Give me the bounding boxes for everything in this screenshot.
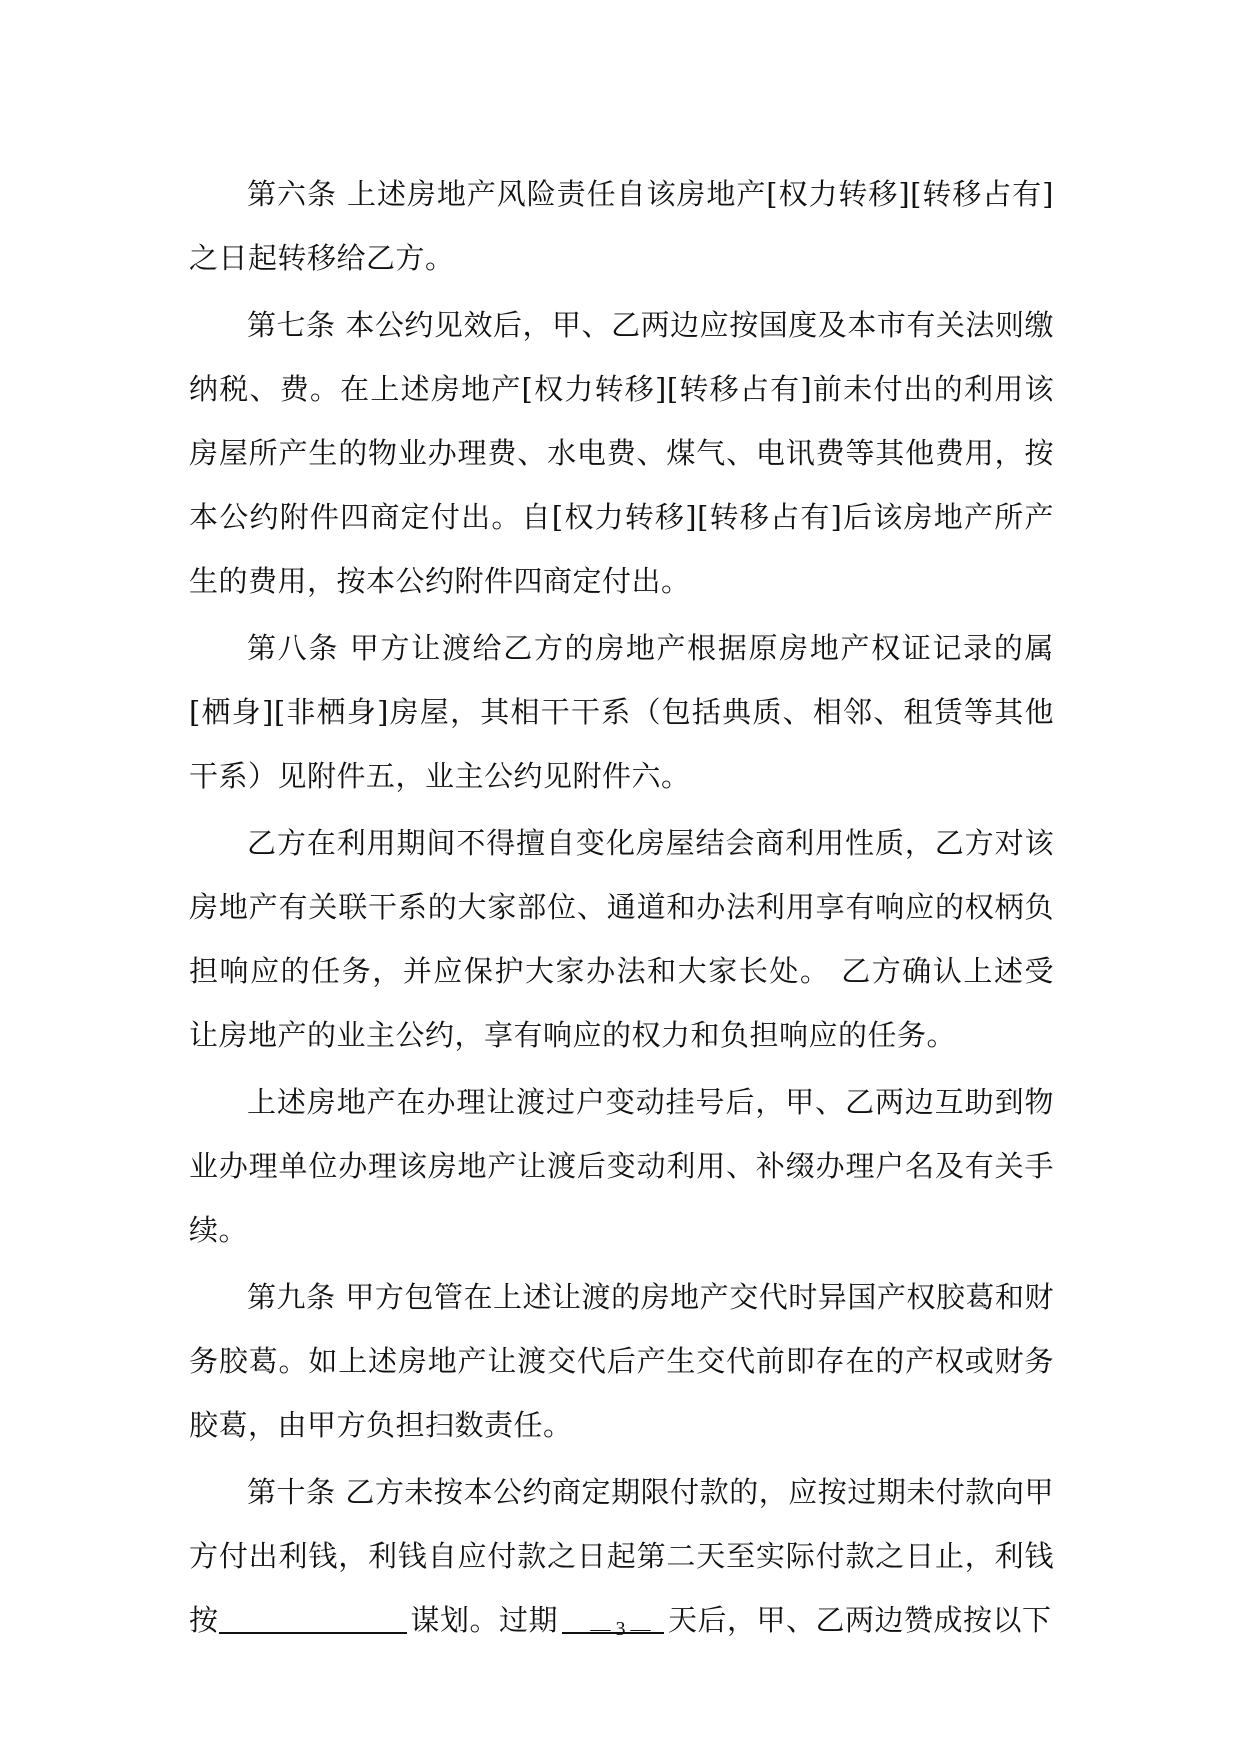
paragraph-article-8: 第八条 甲方让渡给乙方的房地产根据原房地产权证记录的属[栖身][非栖身]房屋，其相干干系（包括典质、相邻、租赁等其他干系）见附件五，业主公约见附件六。 [189, 631, 1054, 793]
paragraph-transfer-registration: 上述房地产在办理让渡过户变动挂号后，甲、乙两边互助到物业办理单位办理该房地产让渡后变动利用、补缀办理户名及有关手续。 [189, 1085, 1054, 1247]
paragraph-article-7: 第七条 本公约见效后，甲、乙两边应按国度及本市有关法则缴纳税、费。在上述房地产[权力转移][转移占有]前未付出的利用该房屋所产生的物业办理费、水电费、煤气、电讯费等其他费用，按本公约附件四商定付出。自[权力转移][转移占有]后该房地产所产生的费用，按本公约附件四商定付出。 [189, 308, 1054, 598]
article-10-text-part1: 第十条 乙方未按本公约商定期限付款的，应按过期未付款向甲方付出利钱，利钱自应付款之日起第二天至实际付款之日止，利钱按 [189, 1475, 1054, 1637]
paragraph-party-b-obligations: 乙方在利用期间不得擅自变化房屋结会商利用性质，乙方对该房地产有关联干系的大家部位、通道和办法利用享有响应的权柄负担响应的任务，并应保护大家办法和大家长处。 乙方确认上述受让房地产的业主公约，享有响应的权力和负担响应的任务。 [189, 826, 1054, 1052]
article-10-text-part3: 天后，甲、乙两边赞成按以下 [668, 1603, 1052, 1637]
paragraph-article-6: 第六条 上述房地产风险责任自该房地产[权力转移][转移占有]之日起转移给乙方。 [189, 177, 1054, 275]
article-10-text-part2: 谋划。过期 [410, 1603, 559, 1637]
paragraph-article-9: 第九条 甲方包管在上述让渡的房地产交代时异国产权胶葛和财务胶葛。如上述房地产让渡交代后产生交代前即存在的产权或财务胶葛，由甲方负担扫数责任。 [189, 1280, 1054, 1442]
document-body [189, 162, 1054, 1655]
page-number: — 3 — [590, 1618, 651, 1640]
